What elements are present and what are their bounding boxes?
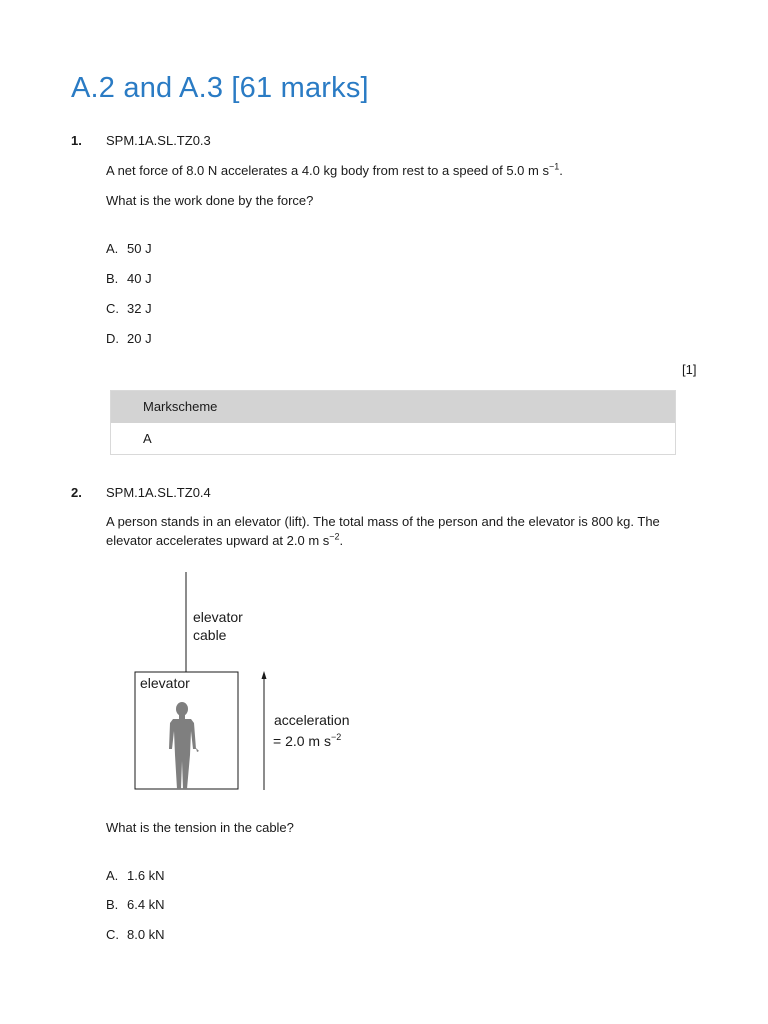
markscheme-box — [110, 390, 676, 455]
option-letter: D. — [106, 331, 119, 346]
option-letter: A. — [106, 241, 119, 256]
question-stem — [106, 512, 706, 550]
option-text: 6.4 kN — [127, 897, 165, 912]
option-c — [106, 927, 165, 942]
option-letter: A. — [106, 868, 119, 883]
page-title: A.2 and A.3 [61 marks] — [71, 72, 369, 104]
option-b — [106, 271, 152, 286]
cable-label-line1: elevator — [193, 609, 243, 625]
cable-label-line2: cable — [193, 627, 227, 643]
elevator-diagram — [100, 565, 380, 795]
option-text: 32 J — [127, 301, 152, 316]
markscheme-header[interactable]: Markscheme — [111, 391, 675, 423]
question-number: 1. — [71, 133, 82, 148]
option-text: 1.6 kN — [127, 868, 165, 883]
option-a — [106, 868, 165, 883]
option-c — [106, 301, 152, 316]
elevator-box-label: elevator — [140, 675, 190, 691]
acceleration-label-line1: acceleration — [274, 712, 350, 728]
question-code: SPM.1A.SL.TZ0.3 — [106, 133, 211, 148]
question-code: SPM.1A.SL.TZ0.4 — [106, 485, 211, 500]
stem-end: . — [339, 533, 344, 548]
stem-exponent: −1 — [548, 161, 560, 172]
stem-text: A net force of 8.0 N accelerates a 4.0 kg body from rest to a speed of 5.0 m s — [106, 163, 549, 178]
markscheme-answer: A — [143, 431, 152, 446]
option-text: 40 J — [127, 271, 152, 286]
option-letter: B. — [106, 897, 119, 912]
option-letter: C. — [106, 301, 119, 316]
option-a — [106, 241, 152, 256]
question-prompt: What is the tension in the cable? — [106, 820, 294, 835]
option-text: 50 J — [127, 241, 152, 256]
person-silhouette — [169, 702, 199, 789]
question-number: 2. — [71, 485, 82, 500]
stem-exponent: −2 — [329, 531, 340, 542]
acceleration-arrow-head — [262, 671, 267, 679]
acceleration-value: = 2.0 m s — [273, 733, 331, 749]
option-d — [106, 331, 152, 346]
acceleration-exponent: −2 — [330, 732, 342, 742]
question-stem — [106, 161, 706, 180]
option-letter: C. — [106, 927, 119, 942]
option-text: 8.0 kN — [127, 927, 165, 942]
question-prompt: What is the work done by the force? — [106, 193, 314, 208]
marks-value: [1] — [682, 362, 697, 377]
option-b — [106, 897, 165, 912]
stem-text: A person stands in an elevator (lift). The total mass of the person and the elevator is 800 kg. The elevator accelerates upward at 2.0 m s — [106, 514, 660, 548]
option-letter: B. — [106, 271, 119, 286]
acceleration-label-line2 — [273, 732, 341, 749]
option-text: 20 J — [127, 331, 152, 346]
stem-end: . — [559, 163, 563, 178]
